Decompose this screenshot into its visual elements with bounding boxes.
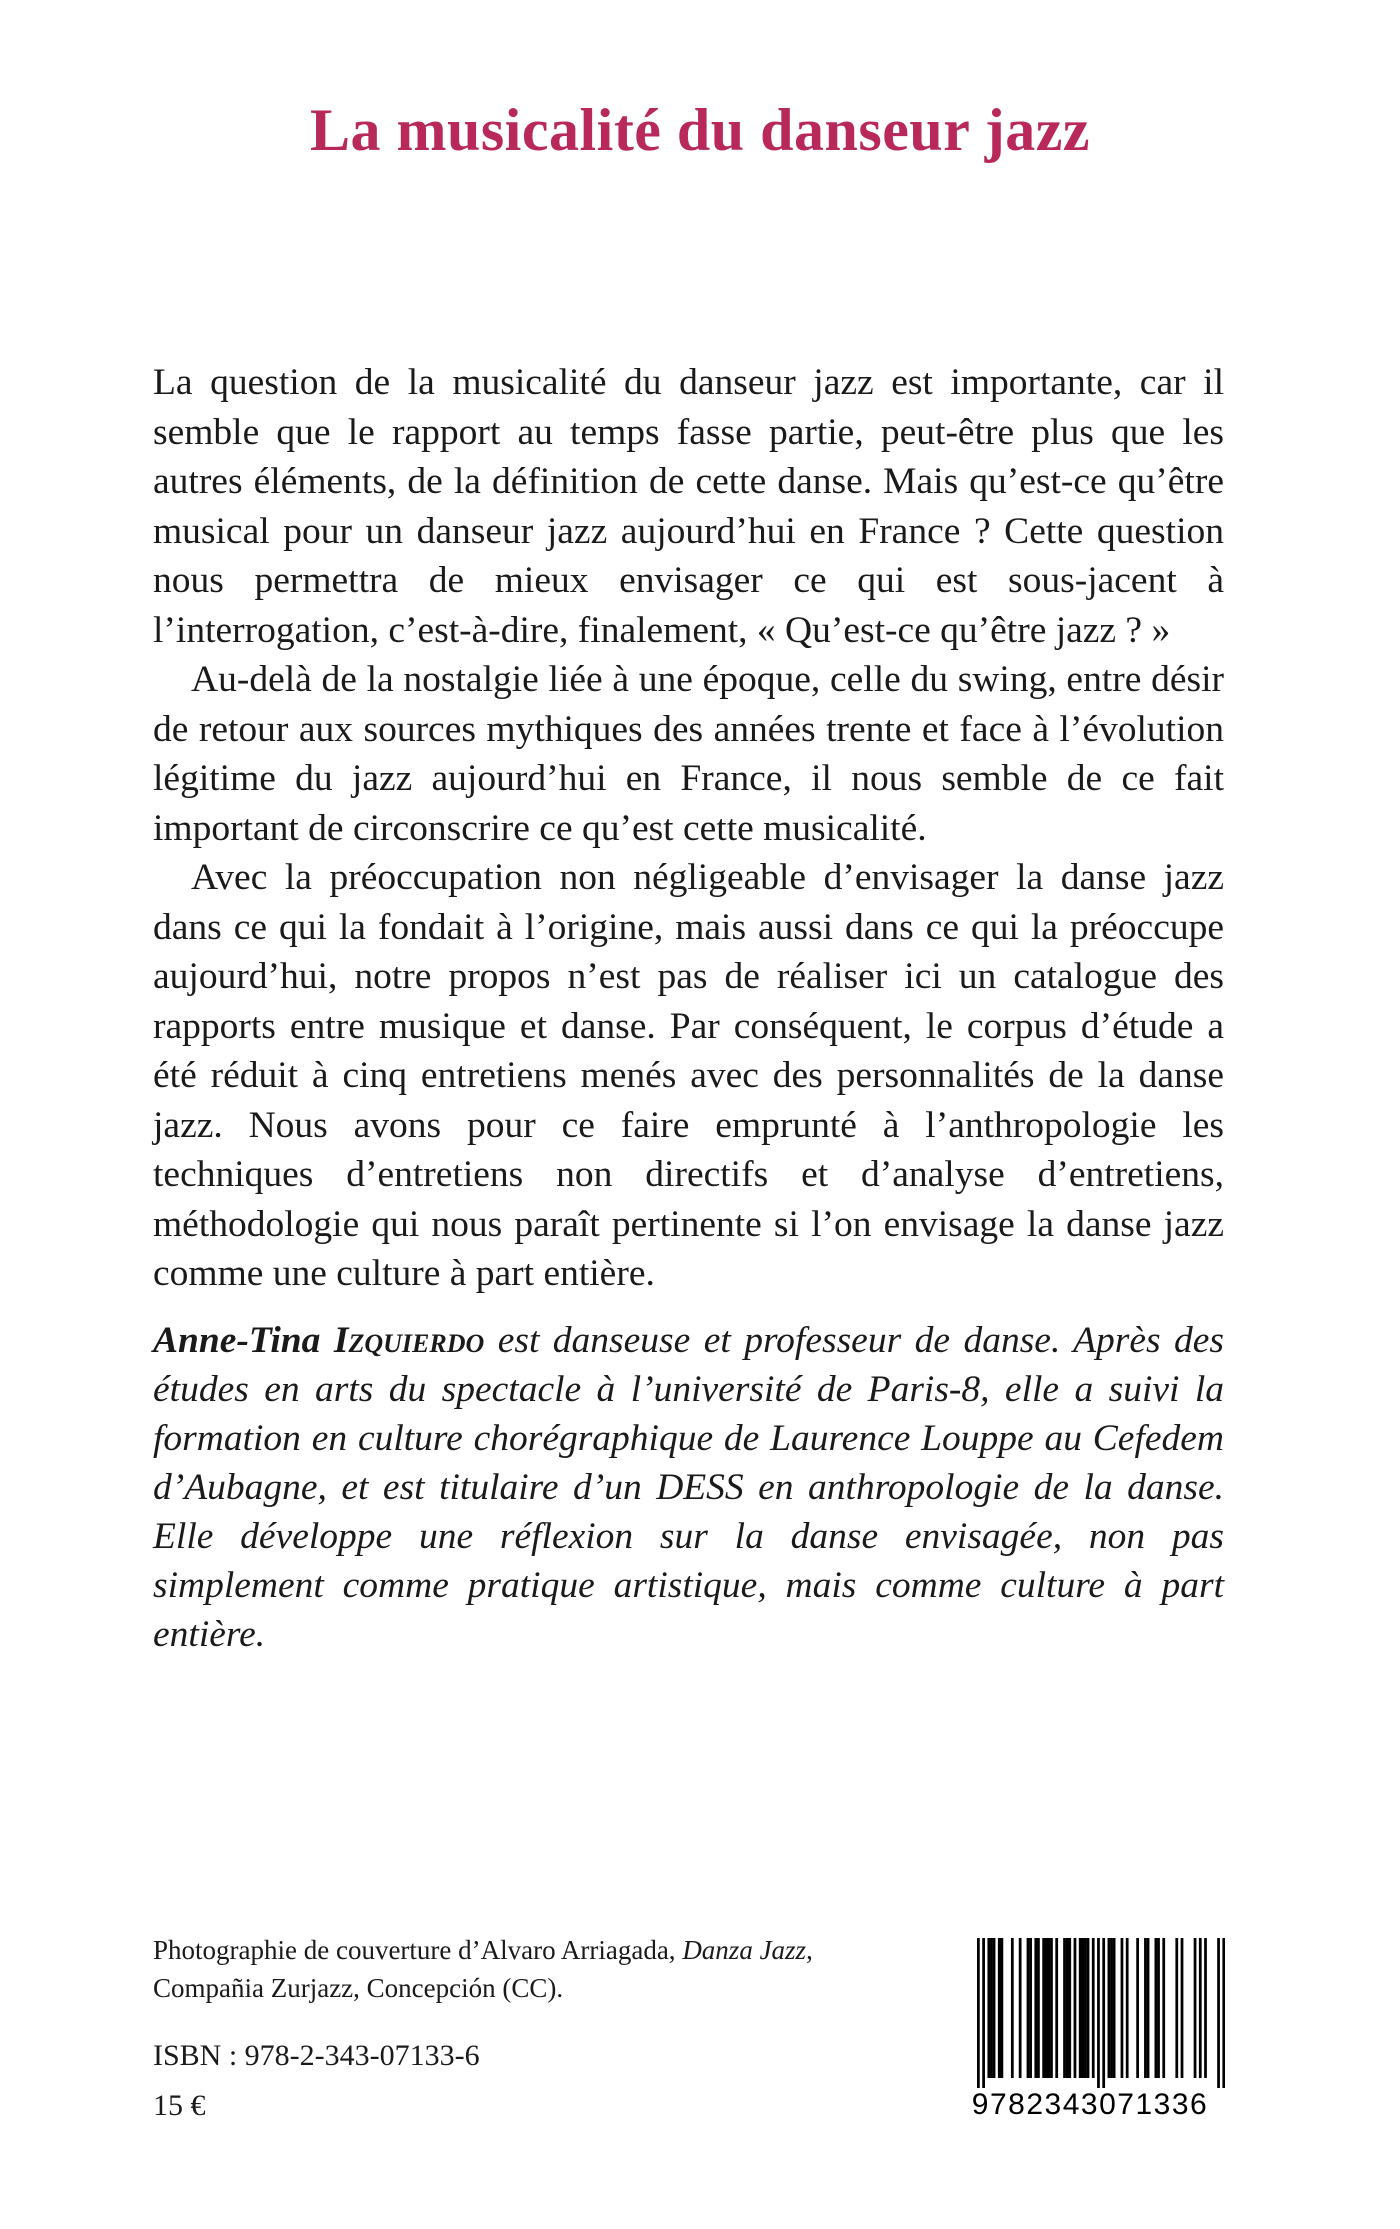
barcode-bar xyxy=(1087,1938,1090,2078)
barcode-bar xyxy=(1108,1938,1111,2078)
barcode-bar xyxy=(1079,1938,1082,2078)
barcode-bar xyxy=(1063,1938,1066,2078)
barcode-bars xyxy=(955,1938,1225,2088)
barcode-bar xyxy=(990,1938,993,2078)
author-bio xyxy=(153,1316,1224,1659)
barcode-bar xyxy=(1121,1938,1124,2078)
photo-credit xyxy=(153,1931,853,2007)
barcode-bar xyxy=(1000,1938,1003,2078)
photo-credit-work: Danza Jazz xyxy=(682,1935,807,1965)
barcode-bar xyxy=(1084,1938,1087,2078)
barcode-bar xyxy=(977,1938,980,2088)
barcode-bar xyxy=(1126,1938,1129,2078)
barcode-bar xyxy=(1097,1938,1100,2088)
barcode-bar xyxy=(1027,1938,1030,2078)
blurb-paragraph-3: Avec la préoccupation non négligeable d’envisager la danse jazz dans ce qui la fondait à l’origine, mais aussi dans ce qui la préoccupe aujourd’hui, notre propos n’est pas de réaliser ici un catalogue des rapports entre musique et danse. Par conséquent, le corpus d’étude a été réduit à cinq entretiens menés avec des personnalités de la danse jazz. Nous avons pour ce faire emprunté à l’anthropologie les techniques d’entretiens non directifs et d’analyse d’entretiens, méthodologie qui nous paraît pertinente si l’on envisage la danse jazz comme une culture à part entière. xyxy=(153,857,1224,1294)
barcode-bar xyxy=(1045,1938,1048,2078)
barcode-bar xyxy=(998,1938,1001,2078)
barcode-bar xyxy=(1102,1938,1105,2088)
isbn: ISBN : 978-2-343-07133-6 xyxy=(153,2039,480,2072)
barcode-bar xyxy=(1110,1938,1113,2078)
book-blurb xyxy=(153,358,1224,1299)
barcode-bar xyxy=(1050,1938,1053,2078)
barcode-bar xyxy=(1155,1938,1158,2078)
barcode-bar xyxy=(1175,1938,1178,2078)
author-first-name: Anne-Tina xyxy=(153,1320,321,1361)
barcode-bar xyxy=(1068,1938,1071,2078)
barcode-bar xyxy=(1034,1938,1037,2078)
barcode-bar xyxy=(1113,1938,1116,2078)
isbn-barcode xyxy=(955,1938,1225,2128)
barcode-bar xyxy=(1081,1938,1084,2078)
book-title: La musicalité du danseur jazz xyxy=(309,97,1091,163)
barcode-bar xyxy=(1066,1938,1069,2078)
barcode-bar xyxy=(1074,1938,1077,2078)
barcode-bar xyxy=(982,1938,985,2088)
barcode-bar xyxy=(1157,1938,1160,2078)
photo-credit-suffix: , Compañia Zurjazz, Concepción (CC). xyxy=(153,1935,813,2003)
barcode-bar xyxy=(1144,1938,1147,2078)
barcode-bar xyxy=(1222,1938,1225,2088)
barcode-bar xyxy=(1217,1938,1220,2088)
barcode-bar xyxy=(987,1938,990,2078)
barcode-bar xyxy=(1181,1938,1184,2078)
barcode-bar xyxy=(1047,1938,1050,2078)
author-last-name: Izquierdo xyxy=(333,1320,485,1361)
barcode-bar xyxy=(1199,1938,1202,2078)
barcode-bar xyxy=(1019,1938,1022,2078)
barcode-bar xyxy=(1092,1938,1095,2078)
photo-credit-prefix: Photographie de couverture d’Alvaro Arriagada, xyxy=(153,1935,676,1965)
barcode-bar xyxy=(1147,1938,1150,2078)
price: 15 € xyxy=(153,2089,206,2122)
barcode-bar xyxy=(1011,1938,1014,2078)
barcode-bar xyxy=(1162,1938,1165,2078)
barcode-bar xyxy=(1204,1938,1207,2078)
barcode-bar xyxy=(1029,1938,1032,2078)
barcode-bar xyxy=(1042,1938,1045,2078)
barcode-bar xyxy=(1055,1938,1058,2078)
barcode-bar xyxy=(1194,1938,1197,2078)
barcode-bar xyxy=(1136,1938,1139,2078)
blurb-paragraph-1: La question de la musicalité du danseur jazz est importante, car il semble que le rapport au temps fasse partie, peut-être plus que les autres éléments, de la définition de cette danse. Mais qu’est-ce qu’être musical pour un danseur jazz aujourd’hui en France ? Cette question nous permettra de mieux envisager ce qui est sous-jacent à l’interrogation, c’est-à-dire, finalement, « Qu’est-ce qu’être jazz ? » xyxy=(153,362,1224,651)
barcode-bar xyxy=(1037,1938,1040,2078)
barcode-digits: 9782343071336 xyxy=(971,2088,1209,2121)
barcode-bar xyxy=(993,1938,996,2078)
author-bio-text: est danseuse et professeur de danse. Après des études en arts du spectacle à l’université de Paris-8, elle a suivi la formation en culture chorégraphique de Laurence Louppe au Cefedem d’Aubagne, et est titulaire d’un DESS en anthropologie de la danse. Elle développe une réflexion sur la danse envisagée, non pas simplement comme pratique artistique, mais comme culture à part entière. xyxy=(153,1320,1225,1655)
blurb-paragraph-2: Au-delà de la nostalgie liée à une époque, celle du swing, entre désir de retour aux sources mythiques des années trente et face à l’évolution légitime du jazz aujourd’hui en France, il nous semble de ce fait important de circonscrire ce qu’est cette musicalité. xyxy=(153,659,1224,849)
